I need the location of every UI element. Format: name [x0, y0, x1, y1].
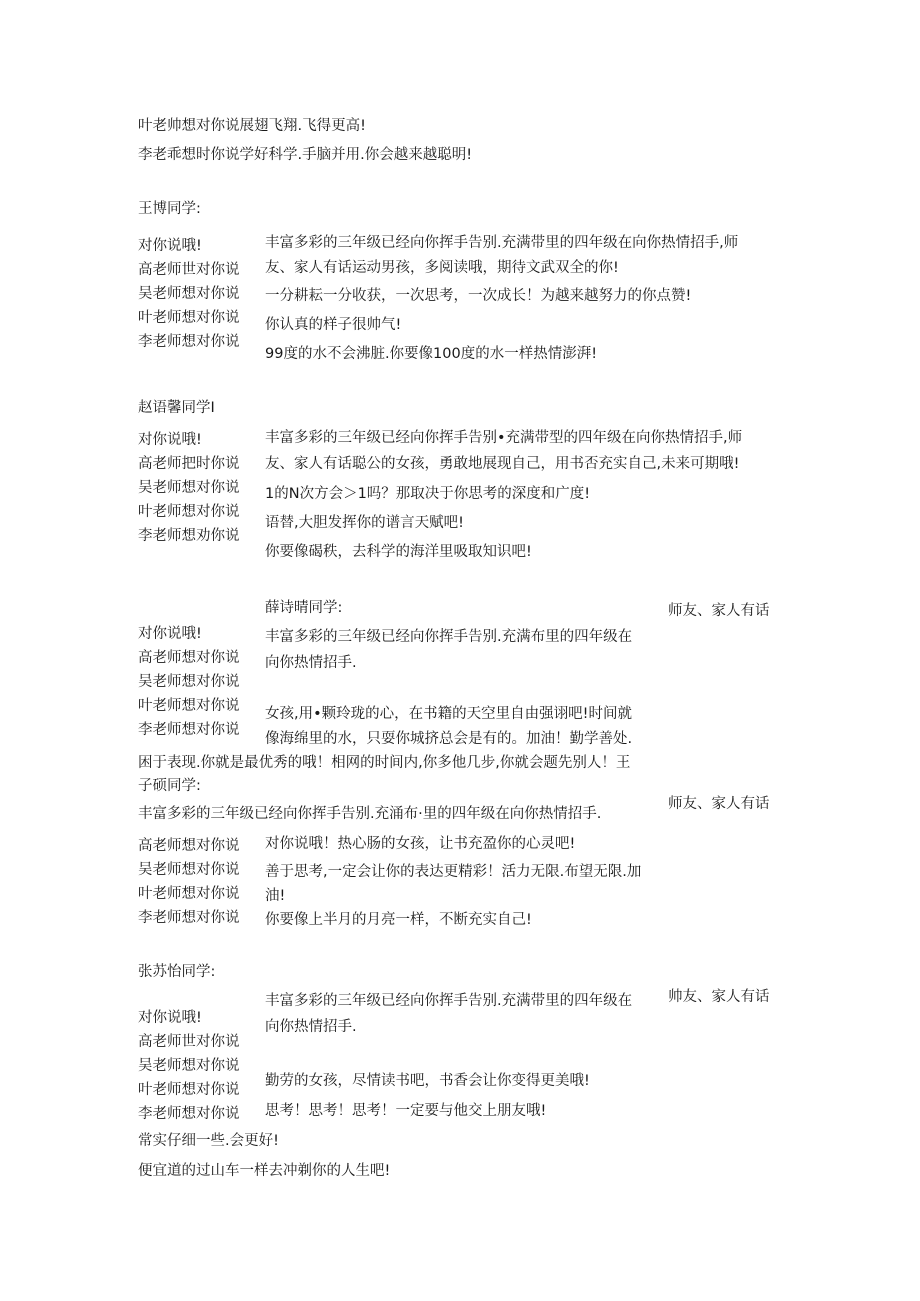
student-name-wangbo: 王博同学: — [138, 201, 201, 217]
student-name-wangzishuo: 子硕同学: — [138, 778, 201, 794]
xueshiqing-message-1: 丰富多彩的三年级已经向你挥手告别.充满布里的四年级在 — [265, 629, 633, 645]
wangbo-message-5: 99度的水不会沸脏.你要像100度的水一样热情澎湃! — [265, 346, 598, 362]
zhangsuyi-message-1: 丰富多彩的三年级已经向你挥手告别.充满带里的四年级在 — [265, 993, 633, 1009]
xueshiqing-message-4: 像海绵里的水，只耍你城挤总会是有的。加油！勤学善处. — [265, 731, 633, 747]
zhangsuyi-tail-1: 常实仔细一些.会更好! — [138, 1133, 279, 1149]
teacher-label: 吴老师想对你说 — [138, 480, 240, 496]
zhangsuyi-message-3: 勤劳的女孩，尽情读书吧，书香会让你变得更美哦! — [265, 1073, 590, 1089]
zhangsuyi-tail-2: 便宜道的过山车一样去冲剃你的人生吧! — [138, 1163, 391, 1179]
teacher-label: 高老师想对你说 — [138, 650, 240, 666]
zhangsuyi-message-4: 思考！思考！思考！一定要与他交上朋友哦! — [265, 1103, 547, 1119]
intro-line-2: 李老乖想时你说学好科学.手脑并用.你会越来越聪明! — [138, 147, 473, 163]
xueshiqing-side-note: 师友、家人有话 — [668, 603, 770, 619]
teacher-label: 叶老师想对你说 — [138, 310, 240, 326]
teacher-label: 李老师想对你说 — [138, 1106, 240, 1122]
zhangsuyi-side-note: 帅友、家人有话 — [668, 989, 770, 1005]
zhaoyuxin-message-3: 1的N次方会＞1吗？那取决于你思考的深度和广度! — [265, 486, 591, 502]
wangzishuo-teacher-labels — [138, 834, 240, 930]
zhaoyuxin-message-2: 友、家人有话聪公的女孩，勇敢地展现自己，用书否充实自己,未来可期哦! — [265, 456, 740, 472]
teacher-label: 高老师世对你说 — [138, 262, 240, 278]
wangbo-teacher-labels — [138, 234, 240, 354]
zhaoyuxin-message-5: 你要像碣秩，去科学的海洋里吸取知识吧! — [265, 544, 532, 560]
teacher-label: 对你说哦! — [138, 238, 202, 254]
teacher-label: 高老师把时你说 — [138, 456, 240, 472]
student-name-zhaoyuxin: 赵语馨同学I — [138, 400, 215, 416]
teacher-label: 李老师想对你说 — [138, 910, 240, 926]
student-name-zhangsuyi: 张苏怡同学: — [138, 964, 216, 980]
wangzishuo-message-3: 油! — [265, 888, 286, 904]
wangzishuo-message-2: 善于思考,一定会让你的表达更精彩！活力无限.布望无限.加 — [265, 864, 642, 880]
zhaoyuxin-message-1: 丰富多彩的三年级已经向你挥手告别•充满带型的四年级在向你热情招手,师 — [265, 430, 743, 446]
zhangsuyi-teacher-labels — [138, 1006, 240, 1126]
teacher-label: 吴老师想对你说 — [138, 286, 240, 302]
wangzishuo-side-note: 师友、家人有话 — [668, 796, 770, 812]
zhaoyuxin-teacher-labels — [138, 428, 240, 548]
wangbo-message-3: 一分耕耘一分收获，一次思考，一次成长！为越来越努力的你点赞! — [265, 288, 692, 304]
teacher-label: 叶老师想对你说 — [138, 698, 240, 714]
wangzishuo-message-1: 对你说哦！热心肠的女孩，让书充盈你的心灵吧! — [265, 836, 576, 852]
zhaoyuxin-message-4: 语替,大胆发挥你的谱言天赋吧! — [265, 515, 464, 531]
teacher-label: 吴老师想对你说 — [138, 674, 240, 690]
xueshiqing-message-3: 女孩,用•颗玲珑的心，在书籍的天空里自由强诩吧!时间就 — [265, 706, 632, 722]
xueshiqing-message-2: 向你热情招手. — [265, 655, 357, 671]
wangzishuo-intro-line: 丰富多彩的三年级已经向你挥手告别.充涌布·里的四年级在向你热情招手. — [138, 806, 602, 822]
teacher-label: 高老师世对你说 — [138, 1034, 240, 1050]
teacher-label: 李老师想劝你说 — [138, 528, 240, 544]
xueshiqing-teacher-labels — [138, 622, 240, 742]
wangzishuo-message-4: 你要像上半月的月亮一样，不断充实自己! — [265, 912, 532, 928]
wangbo-message-4: 你认真的样子很帅气! — [265, 317, 402, 333]
teacher-label: 吴老师想对你说 — [138, 1058, 240, 1074]
teacher-label: 李老师想对你说 — [138, 722, 240, 738]
wangbo-message-1: 丰富多彩的三年级已经向你挥手告别.充满带里的四年级在向你热情招手,师 — [265, 235, 739, 251]
teacher-label: 叶老师想对你说 — [138, 504, 240, 520]
teacher-label: 对你说哦! — [138, 432, 202, 448]
teacher-label: 叶老师想对你说 — [138, 886, 240, 902]
teacher-label: 对你说哦! — [138, 1010, 202, 1026]
teacher-label: 李老师想对你说 — [138, 334, 240, 350]
intro-line-1: 叶老帅想对你说展翅飞翔.飞得更高! — [138, 118, 366, 134]
xueshiqing-continuation: 困于表现.你就是最优秀的哦！相网的时间内,你多他几步,你就会题先别人！王 — [138, 755, 631, 771]
teacher-label: 叶老师想对你说 — [138, 1082, 240, 1098]
teacher-label: 对你说哦! — [138, 626, 202, 642]
zhangsuyi-message-2: 向你热情招手. — [265, 1019, 357, 1035]
wangbo-message-2: 友、家人有话运动男孩，多阅读哦，期待文武双全的你! — [265, 260, 619, 276]
teacher-label: 吴老师想对你说 — [138, 862, 240, 878]
student-name-xueshiqing: 薛诗晴同学: — [265, 600, 343, 616]
teacher-label: 高老师想对你说 — [138, 838, 240, 854]
